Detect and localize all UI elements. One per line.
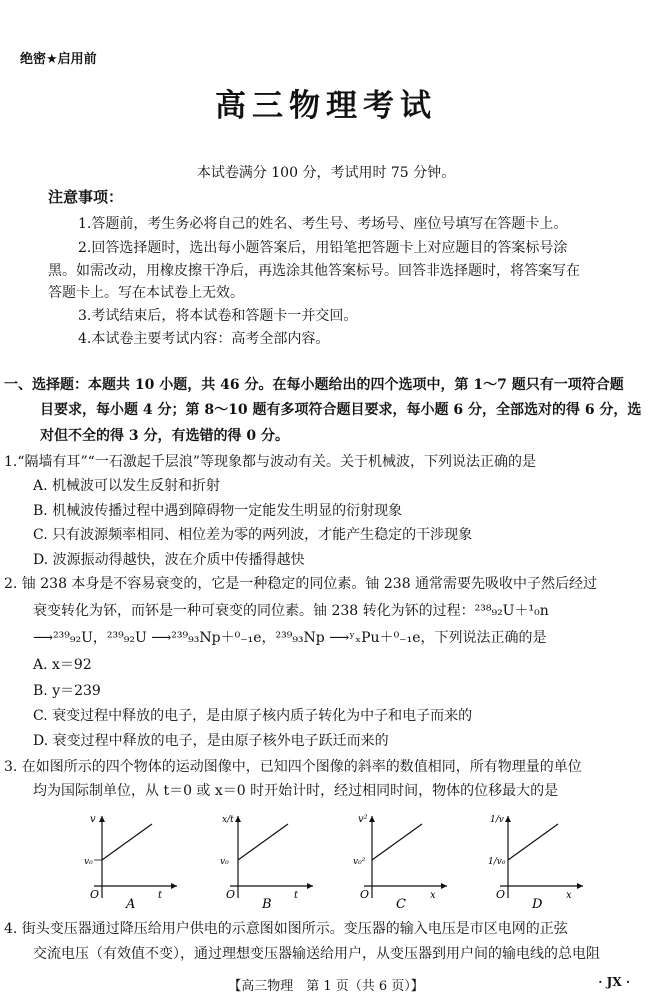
graph-b-x-label: t bbox=[294, 890, 299, 901]
graph-b-caption: B bbox=[262, 897, 272, 908]
graph-c-caption: C bbox=[396, 897, 406, 908]
section-heading-cont: 对但不全的得 3 分，有选错的得 0 分。 bbox=[40, 428, 289, 444]
graph-a-origin: O bbox=[90, 888, 100, 901]
graph-b-y-label: x/t bbox=[222, 815, 234, 825]
graph-b-intercept: v₀ bbox=[220, 857, 229, 867]
graph-a-x-label: t bbox=[158, 890, 163, 901]
graph-b bbox=[218, 808, 318, 908]
graph-a-caption: A bbox=[126, 897, 136, 908]
graph-c bbox=[352, 808, 452, 908]
question-2-stem-cont: 衰变转化为钚，而钚是一种可衰变的同位素。铀 238 转化为钚的过程：²³⁸₉₂U＋¹₀n bbox=[33, 603, 549, 619]
graph-b-origin: O bbox=[226, 888, 236, 901]
question-1-option-b: B. 机械波传播过程中遇到障碍物一定能发生明显的衍射现象 bbox=[33, 503, 403, 519]
exam-title: 高三物理考试 bbox=[215, 88, 437, 124]
question-3-stem: 3. 在如图所示的四个物体的运动图像中，已知四个图像的斜率的数值相同，所有物理量的单位 bbox=[4, 759, 582, 775]
graph-a-intercept: v₀ bbox=[84, 857, 93, 867]
graph-d-origin: O bbox=[496, 888, 506, 901]
section-heading-cont: 目要求，每小题 4 分；第 8～10 题有多项符合题目要求，每小题 6 分，全部选对的得 6 分，选 bbox=[40, 402, 642, 418]
question-3-stem-cont: 均为国际制单位，从 t＝0 或 x＝0 时开始计时，经过相同时间，物体的位移最大的是 bbox=[33, 783, 559, 799]
notice-line: 黑。如需改动，用橡皮擦干净后，再选涂其他答案标号。回答非选择题时，将答案写在 bbox=[48, 263, 580, 279]
question-2-option-d: D. 衰变过程中释放的电子，是由原子核外电子跃迁而来的 bbox=[33, 733, 389, 749]
graph-d-x-label: x bbox=[566, 890, 572, 901]
exam-intro: 本试卷满分 100 分，考试用时 75 分钟。 bbox=[196, 165, 456, 181]
question-2-equation: ⟶²³⁹₉₂U，²³⁹₉₂U ⟶²³⁹₉₃Np＋⁰₋₁e，²³⁹₉₃Np ⟶ʸₓPu＋⁰₋₁e，下列说法正确的是 bbox=[33, 630, 547, 646]
question-4-stem: 4. 街头变压器通过降压给用户供电的示意图如图所示。变压器的输入电压是市区电网的正弦 bbox=[4, 921, 568, 937]
question-2-stem: 2. 铀 238 本身是不容易衰变的，它是一种稳定的同位素。铀 238 通常需要先吸收中子然后经过 bbox=[4, 576, 598, 592]
footer-code: · JX · bbox=[598, 975, 630, 989]
notice-line: 1.答题前，考生务必将自己的姓名、考生号、考场号、座位号填写在答题卡上。 bbox=[78, 216, 568, 232]
question-4-stem-cont: 交流电压（有效值不变），通过理想变压器输送给用户，从变压器到用户间的输电线的总电阻 bbox=[33, 946, 600, 962]
section-heading: 一、选择题：本题共 10 小题，共 46 分。在每小题给出的四个选项中，第 1～7 题只有一项符合题 bbox=[4, 377, 624, 393]
notice-line: 4.本试卷主要考试内容：高考全部内容。 bbox=[78, 331, 330, 347]
graph-d bbox=[488, 808, 588, 908]
question-2-option-b: B. y＝239 bbox=[33, 683, 101, 699]
graph-a bbox=[82, 808, 182, 908]
graph-c-x-label: x bbox=[430, 890, 436, 901]
graph-c-y-label: v² bbox=[358, 814, 368, 825]
graph-c-origin: O bbox=[360, 888, 370, 901]
question-2-option-c: C. 衰变过程中释放的电子，是由原子核内质子转化为中子和电子而来的 bbox=[33, 708, 473, 724]
notice-line: 答题卡上。写在本试卷上无效。 bbox=[48, 285, 244, 301]
graph-d-caption: D bbox=[532, 897, 543, 908]
confidential-label: 绝密★启用前 bbox=[20, 52, 97, 67]
question-1-option-a: A. 机械波可以发生反射和折射 bbox=[33, 478, 221, 494]
page-footer: 【高三物理 第 1 页（共 6 页）】 bbox=[228, 979, 424, 994]
question-2-option-a: A. x＝92 bbox=[33, 657, 92, 673]
notice-line: 3.考试结束后，将本试卷和答题卡一并交回。 bbox=[78, 308, 358, 324]
graph-d-intercept: 1/v₀ bbox=[488, 857, 506, 867]
question-1-option-d: D. 波源振动得越快，波在介质中传播得越快 bbox=[33, 552, 305, 568]
question-1-stem: 1.“隔墙有耳”“一石激起千层浪”等现象都与波动有关。关于机械波，下列说法正确的是 bbox=[4, 454, 536, 470]
notice-line: 2.回答选择题时，选出每小题答案后，用铅笔把答题卡上对应题目的答案标号涂 bbox=[78, 240, 568, 256]
question-1-option-c: C. 只有波源频率相同、相位差为零的两列波，才能产生稳定的干涉现象 bbox=[33, 527, 473, 543]
graph-c-intercept: v₀² bbox=[353, 857, 366, 867]
graph-a-y-label: v bbox=[90, 814, 96, 825]
graph-d-y-label: 1/v bbox=[490, 815, 504, 825]
notice-heading: 注意事项： bbox=[48, 188, 124, 206]
